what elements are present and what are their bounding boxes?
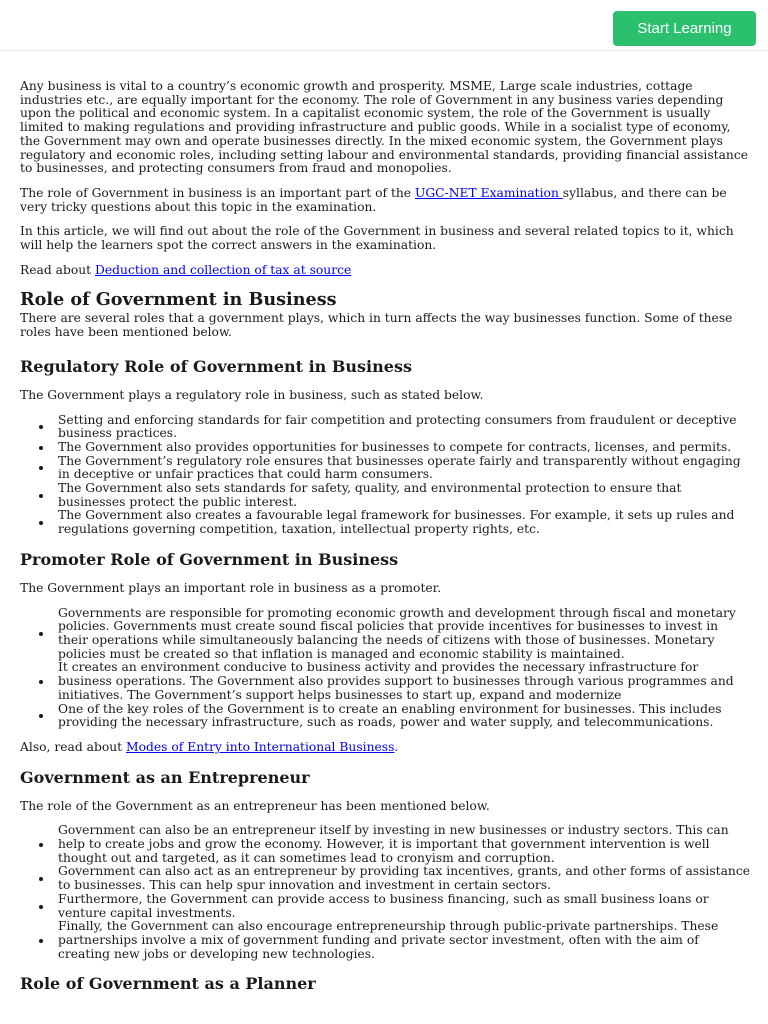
- syllabus-text-after: syllabus, and there can be very tricky questions about this topic in the examination.: [20, 185, 727, 214]
- syllabus-text-before: The role of Government in business is an important part of the: [20, 185, 415, 200]
- list-item: The Government also provides opportunities for businesses to compete for contracts, licenses, and permits.: [20, 441, 750, 455]
- entrepreneur-list: [20, 824, 750, 961]
- list-item: It creates an environment conducive to business activity and provides the necessary infrastructure for business operations. The Government also provides support to businesses through various programmes and initiatives. The Government’s support helps businesses to start up, expand and modernize: [20, 661, 750, 702]
- list-item: The Government also creates a favourable legal framework for businesses. For example, it sets up rules and regulations governing competition, taxation, intellectual property rights, etc.: [20, 509, 750, 536]
- promoter-lead: The Government plays an important role in business as a promoter.: [20, 580, 442, 595]
- regulatory-lead: The Government plays a regulatory role in business, such as stated below.: [20, 387, 484, 402]
- list-item: One of the key roles of the Government is to create an enabling environment for businesses. This includes providing the necessary infrastructure, such as roads, power and water supply, and telecommunications.: [20, 703, 750, 730]
- planner-heading: Role of Government as a Planner: [20, 974, 316, 994]
- regulatory-heading: Regulatory Role of Government in Business: [20, 356, 412, 376]
- top-bar: [0, 0, 768, 51]
- read-about-prefix: Read about: [20, 262, 96, 277]
- start-learning-button[interactable]: Start Learning: [613, 11, 756, 46]
- list-item: Finally, the Government can also encourage entrepreneurship through public-private partnerships. These partnerships involve a mix of government funding and private sector investment, often with the aim of creating new jobs or developing new technologies.: [20, 920, 750, 961]
- entrepreneur-lead: The role of the Government as an entrepreneur has been mentioned below.: [20, 798, 490, 813]
- entrepreneur-heading: Government as an Entrepreneur: [20, 767, 310, 787]
- list-item: Government can also be an entrepreneur itself by investing in new businesses or industry sectors. This can help to create jobs and grow the economy. However, it is important that government intervention is well thought out and targeted, as it can sometimes lead to cronyism and corruption.: [20, 824, 750, 865]
- list-item: The Government’s regulatory role ensures that businesses operate fairly and transparently without engaging in deceptive or unfair practices that could harm consumers.: [20, 455, 750, 482]
- list-item: Governments are responsible for promoting economic growth and development through fiscal and monetary policies. Governments must create sound fiscal policies that provide incentives for businesses to invest in their operations while simultaneously balancing the needs of citizens with those of businesses. Monetary policies must be created so that inflation is managed and economic stability is maintained.: [20, 607, 750, 662]
- list-item: Setting and enforcing standards for fair competition and protecting consumers from fraudulent or deceptive business practices.: [20, 414, 750, 441]
- also-read-paragraph: [20, 741, 750, 755]
- list-item: Furthermore, the Government can provide access to business financing, such as small business loans or venture capital investments.: [20, 893, 750, 920]
- article-overview-paragraph: In this article, we will find out about the role of the Government in business and several related topics to it, which will help the learners spot the correct answers in the examination.: [20, 224, 734, 253]
- list-item: The Government also sets standards for safety, quality, and environmental protection to ensure that businesses protect the public interest.: [20, 482, 750, 509]
- promoter-heading: Promoter Role of Government in Business: [20, 549, 399, 569]
- tax-deduction-link[interactable]: Deduction and collection of tax at source: [95, 262, 352, 277]
- article-body: [20, 80, 750, 994]
- also-read-prefix: Also, read about: [20, 739, 126, 754]
- section-intro-text: There are several roles that a government plays, which in turn affects the way businesses function. Some of these roles have been mentioned below.: [20, 311, 733, 340]
- promoter-list: [20, 607, 750, 730]
- read-about-paragraph: [20, 264, 750, 278]
- ugc-net-link[interactable]: UGC-NET Examination: [415, 185, 563, 200]
- list-item: Government can also act as an entrepreneur by providing tax incentives, grants, and other forms of assistance to businesses. This can help spur innovation and investment in certain sectors.: [20, 865, 750, 892]
- syllabus-paragraph: [20, 187, 750, 214]
- also-read-suffix: .: [394, 739, 399, 754]
- regulatory-list: [20, 414, 750, 537]
- intro-paragraph: Any business is vital to a country’s economic growth and prosperity. MSME, Large scale industries, cottage industries etc., are equally important for the economy. The role of Government in any business varies depending upon the political and economic system. In a capitalist economic system, the role of the Government is usually limited to making regulations and providing infrastructure and public goods. While in a socialist type of economy, the Government may own and operate businesses directly. In the mixed economic system, the Government plays regulatory and economic roles, including setting labour and environmental standards, providing financial assistance to businesses, and protecting consumers from fraud and monopolies.: [20, 79, 748, 176]
- modes-of-entry-link[interactable]: Modes of Entry into International Business: [126, 739, 395, 754]
- section-heading-role: Role of Government in Business: [20, 289, 337, 311]
